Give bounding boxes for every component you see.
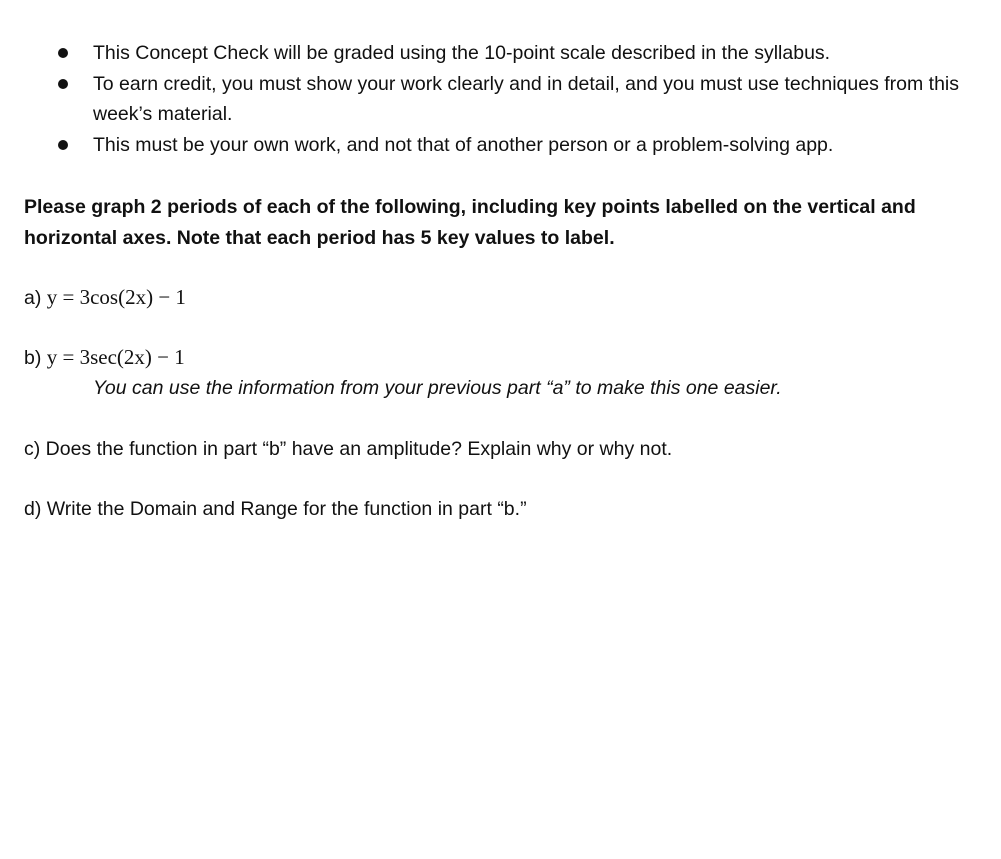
bullet-icon [58, 79, 68, 89]
rule-item-show-work [0, 69, 1001, 130]
rule-text: To earn credit, you must show your work clearly and in detail, and you must use techniques from this week’s material. [93, 72, 959, 125]
part-d: d) Write the Domain and Range for the function in part “b.” [24, 498, 527, 520]
bullet-icon [58, 140, 68, 150]
rule-text: This Concept Check will be graded using the 10-point scale described in the syllabus. [93, 42, 831, 64]
instructions-text: Please graph 2 periods of each of the following, including key points labelled on the vertical and horizontal axes. Note that each period has 5 key values to label. [24, 196, 916, 249]
bullet-icon [58, 48, 68, 58]
part-c: c) Does the function in part “b” have an amplitude? Explain why or why not. [24, 438, 673, 460]
part-a [24, 282, 186, 313]
part-a-equation: y = 3cos(2x) − 1 [46, 285, 186, 309]
rule-item-own-work [0, 130, 1001, 161]
part-b [24, 342, 185, 373]
rules-list [0, 38, 1001, 160]
rule-text: This must be your own work, and not that of another person or a problem-solving app. [93, 133, 834, 156]
part-b-equation: y = 3sec(2x) − 1 [46, 345, 185, 369]
rule-item-grading [0, 38, 1001, 69]
part-b-hint: You can use the information from your previous part “a” to make this one easier. [93, 377, 782, 399]
part-b-label: b) [24, 347, 47, 369]
part-a-label: a) [24, 287, 47, 309]
